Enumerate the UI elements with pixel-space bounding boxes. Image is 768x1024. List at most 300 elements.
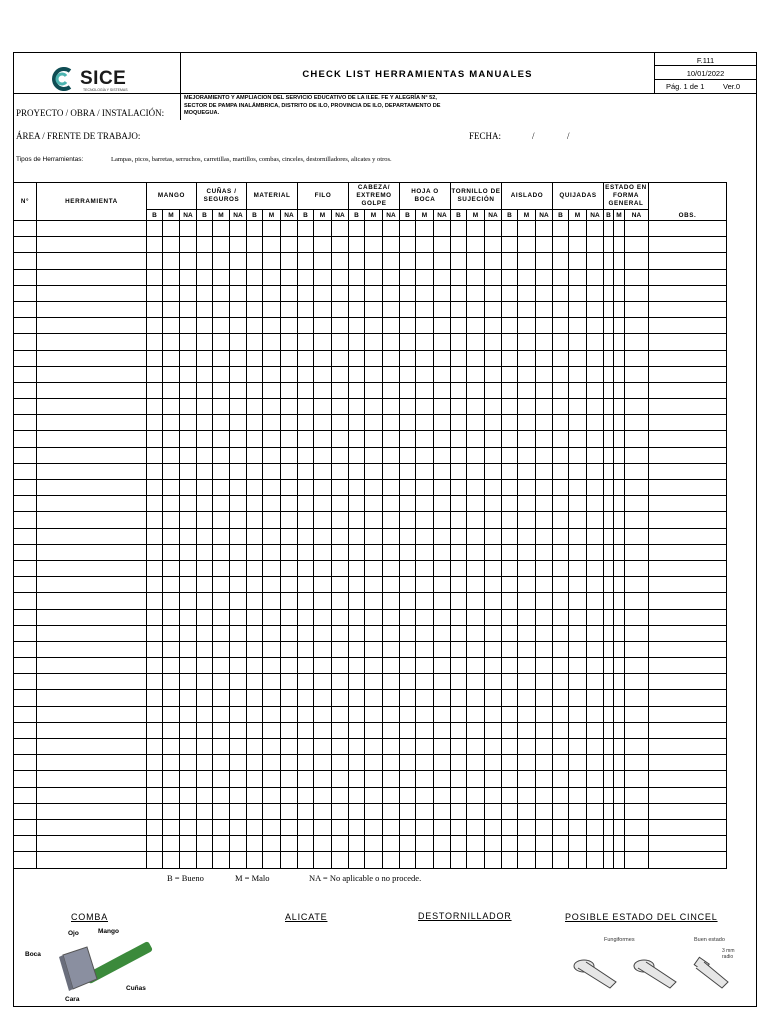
obs-cell[interactable] [649,269,727,285]
check-cell[interactable] [349,706,365,722]
check-cell[interactable] [281,221,298,237]
check-cell[interactable] [451,285,467,301]
check-cell[interactable] [467,301,485,317]
check-cell[interactable] [332,755,349,771]
check-cell[interactable] [485,852,502,868]
check-cell[interactable] [553,593,569,609]
check-cell[interactable] [467,722,485,738]
check-cell[interactable] [536,593,553,609]
row-number-cell[interactable] [14,285,37,301]
check-cell[interactable] [298,609,314,625]
check-cell[interactable] [587,787,604,803]
check-cell[interactable] [314,269,332,285]
check-cell[interactable] [365,690,383,706]
check-cell[interactable] [383,431,400,447]
check-cell[interactable] [230,706,247,722]
check-cell[interactable] [263,674,281,690]
check-cell[interactable] [587,512,604,528]
check-cell[interactable] [434,350,451,366]
check-cell[interactable] [536,803,553,819]
check-cell[interactable] [502,269,518,285]
check-cell[interactable] [332,625,349,641]
check-cell[interactable] [263,544,281,560]
check-cell[interactable] [180,690,197,706]
check-cell[interactable] [467,819,485,835]
check-cell[interactable] [314,285,332,301]
check-cell[interactable] [298,819,314,835]
check-cell[interactable] [536,722,553,738]
tool-name-cell[interactable] [37,285,147,301]
check-cell[interactable] [502,755,518,771]
check-cell[interactable] [263,609,281,625]
check-cell[interactable] [298,366,314,382]
check-cell[interactable] [518,836,536,852]
tool-name-cell[interactable] [37,544,147,560]
check-cell[interactable] [604,560,614,576]
check-cell[interactable] [614,836,625,852]
check-cell[interactable] [281,819,298,835]
check-cell[interactable] [400,803,416,819]
check-cell[interactable] [518,771,536,787]
check-cell[interactable] [625,285,649,301]
check-cell[interactable] [349,415,365,431]
tool-name-cell[interactable] [37,852,147,868]
check-cell[interactable] [614,221,625,237]
check-cell[interactable] [349,819,365,835]
check-cell[interactable] [451,787,467,803]
check-cell[interactable] [263,819,281,835]
check-cell[interactable] [518,787,536,803]
check-cell[interactable] [434,722,451,738]
check-cell[interactable] [569,593,587,609]
row-number-cell[interactable] [14,399,37,415]
check-cell[interactable] [518,755,536,771]
check-cell[interactable] [416,237,434,253]
check-cell[interactable] [163,787,180,803]
check-cell[interactable] [604,447,614,463]
check-cell[interactable] [451,253,467,269]
check-cell[interactable] [147,852,163,868]
check-cell[interactable] [213,609,230,625]
check-cell[interactable] [147,301,163,317]
check-cell[interactable] [298,560,314,576]
check-cell[interactable] [502,512,518,528]
check-cell[interactable] [416,318,434,334]
check-cell[interactable] [604,836,614,852]
check-cell[interactable] [400,350,416,366]
check-cell[interactable] [349,512,365,528]
check-cell[interactable] [180,609,197,625]
check-cell[interactable] [180,803,197,819]
check-cell[interactable] [230,415,247,431]
check-cell[interactable] [213,593,230,609]
check-cell[interactable] [263,285,281,301]
check-cell[interactable] [502,836,518,852]
check-cell[interactable] [281,755,298,771]
check-cell[interactable] [553,285,569,301]
check-cell[interactable] [163,221,180,237]
check-cell[interactable] [147,819,163,835]
check-cell[interactable] [263,593,281,609]
check-cell[interactable] [625,593,649,609]
check-cell[interactable] [163,528,180,544]
check-cell[interactable] [147,382,163,398]
check-cell[interactable] [298,237,314,253]
obs-cell[interactable] [649,399,727,415]
check-cell[interactable] [147,480,163,496]
check-cell[interactable] [467,852,485,868]
tool-name-cell[interactable] [37,334,147,350]
check-cell[interactable] [365,577,383,593]
check-cell[interactable] [553,334,569,350]
check-cell[interactable] [163,593,180,609]
check-cell[interactable] [614,447,625,463]
check-cell[interactable] [569,221,587,237]
check-cell[interactable] [332,269,349,285]
check-cell[interactable] [197,382,213,398]
check-cell[interactable] [197,285,213,301]
check-cell[interactable] [416,560,434,576]
check-cell[interactable] [247,399,263,415]
check-cell[interactable] [314,382,332,398]
check-cell[interactable] [434,399,451,415]
check-cell[interactable] [604,415,614,431]
check-cell[interactable] [349,285,365,301]
check-cell[interactable] [383,593,400,609]
check-cell[interactable] [332,560,349,576]
check-cell[interactable] [247,560,263,576]
check-cell[interactable] [247,674,263,690]
obs-cell[interactable] [649,431,727,447]
obs-cell[interactable] [649,609,727,625]
check-cell[interactable] [349,771,365,787]
check-cell[interactable] [536,609,553,625]
check-cell[interactable] [263,496,281,512]
tool-name-cell[interactable] [37,366,147,382]
check-cell[interactable] [281,658,298,674]
check-cell[interactable] [147,560,163,576]
check-cell[interactable] [502,447,518,463]
check-cell[interactable] [349,269,365,285]
check-cell[interactable] [625,803,649,819]
check-cell[interactable] [625,771,649,787]
check-cell[interactable] [604,463,614,479]
check-cell[interactable] [434,560,451,576]
check-cell[interactable] [281,609,298,625]
check-cell[interactable] [197,819,213,835]
check-cell[interactable] [332,512,349,528]
check-cell[interactable] [197,852,213,868]
check-cell[interactable] [213,447,230,463]
obs-cell[interactable] [649,221,727,237]
check-cell[interactable] [298,301,314,317]
check-cell[interactable] [247,447,263,463]
check-cell[interactable] [180,350,197,366]
check-cell[interactable] [502,528,518,544]
check-cell[interactable] [502,366,518,382]
check-cell[interactable] [263,318,281,334]
check-cell[interactable] [434,544,451,560]
check-cell[interactable] [298,690,314,706]
check-cell[interactable] [434,269,451,285]
check-cell[interactable] [467,221,485,237]
check-cell[interactable] [349,253,365,269]
check-cell[interactable] [281,787,298,803]
check-cell[interactable] [587,674,604,690]
check-cell[interactable] [614,641,625,657]
check-cell[interactable] [314,593,332,609]
check-cell[interactable] [502,593,518,609]
check-cell[interactable] [416,755,434,771]
check-cell[interactable] [569,852,587,868]
check-cell[interactable] [263,512,281,528]
check-cell[interactable] [451,690,467,706]
check-cell[interactable] [349,237,365,253]
row-number-cell[interactable] [14,771,37,787]
check-cell[interactable] [298,528,314,544]
check-cell[interactable] [553,512,569,528]
check-cell[interactable] [502,787,518,803]
check-cell[interactable] [569,285,587,301]
check-cell[interactable] [502,382,518,398]
check-cell[interactable] [604,852,614,868]
check-cell[interactable] [416,366,434,382]
check-cell[interactable] [400,253,416,269]
obs-cell[interactable] [649,625,727,641]
check-cell[interactable] [569,544,587,560]
check-cell[interactable] [180,399,197,415]
check-cell[interactable] [569,528,587,544]
check-cell[interactable] [383,658,400,674]
row-number-cell[interactable] [14,706,37,722]
check-cell[interactable] [536,496,553,512]
check-cell[interactable] [467,318,485,334]
check-cell[interactable] [553,447,569,463]
check-cell[interactable] [502,706,518,722]
check-cell[interactable] [383,560,400,576]
check-cell[interactable] [349,301,365,317]
check-cell[interactable] [485,350,502,366]
check-cell[interactable] [518,641,536,657]
check-cell[interactable] [614,512,625,528]
row-number-cell[interactable] [14,447,37,463]
check-cell[interactable] [332,771,349,787]
check-cell[interactable] [349,544,365,560]
check-cell[interactable] [298,739,314,755]
check-cell[interactable] [365,318,383,334]
check-cell[interactable] [230,350,247,366]
check-cell[interactable] [349,674,365,690]
check-cell[interactable] [536,431,553,447]
check-cell[interactable] [147,399,163,415]
check-cell[interactable] [587,253,604,269]
check-cell[interactable] [625,237,649,253]
check-cell[interactable] [197,739,213,755]
check-cell[interactable] [365,755,383,771]
check-cell[interactable] [163,285,180,301]
obs-cell[interactable] [649,512,727,528]
check-cell[interactable] [383,722,400,738]
check-cell[interactable] [230,253,247,269]
check-cell[interactable] [332,803,349,819]
tool-name-cell[interactable] [37,819,147,835]
check-cell[interactable] [569,625,587,641]
obs-cell[interactable] [649,560,727,576]
check-cell[interactable] [625,334,649,350]
check-cell[interactable] [625,706,649,722]
check-cell[interactable] [197,237,213,253]
check-cell[interactable] [197,722,213,738]
check-cell[interactable] [263,577,281,593]
check-cell[interactable] [614,544,625,560]
check-cell[interactable] [230,560,247,576]
check-cell[interactable] [400,641,416,657]
check-cell[interactable] [383,803,400,819]
check-cell[interactable] [213,431,230,447]
check-cell[interactable] [553,722,569,738]
check-cell[interactable] [365,528,383,544]
check-cell[interactable] [281,722,298,738]
check-cell[interactable] [298,399,314,415]
check-cell[interactable] [332,658,349,674]
check-cell[interactable] [230,836,247,852]
check-cell[interactable] [518,528,536,544]
check-cell[interactable] [230,431,247,447]
check-cell[interactable] [314,350,332,366]
obs-cell[interactable] [649,447,727,463]
check-cell[interactable] [147,593,163,609]
check-cell[interactable] [147,739,163,755]
check-cell[interactable] [163,609,180,625]
check-cell[interactable] [383,528,400,544]
check-cell[interactable] [332,609,349,625]
check-cell[interactable] [553,221,569,237]
check-cell[interactable] [163,836,180,852]
row-number-cell[interactable] [14,803,37,819]
check-cell[interactable] [400,382,416,398]
check-cell[interactable] [416,593,434,609]
check-cell[interactable] [247,706,263,722]
check-cell[interactable] [451,803,467,819]
check-cell[interactable] [502,803,518,819]
check-cell[interactable] [614,658,625,674]
check-cell[interactable] [502,658,518,674]
check-cell[interactable] [467,658,485,674]
check-cell[interactable] [383,350,400,366]
check-cell[interactable] [332,253,349,269]
check-cell[interactable] [263,755,281,771]
check-cell[interactable] [314,463,332,479]
check-cell[interactable] [467,237,485,253]
check-cell[interactable] [349,577,365,593]
check-cell[interactable] [281,447,298,463]
check-cell[interactable] [518,560,536,576]
check-cell[interactable] [197,593,213,609]
check-cell[interactable] [197,253,213,269]
check-cell[interactable] [625,382,649,398]
check-cell[interactable] [569,674,587,690]
check-cell[interactable] [614,560,625,576]
tool-name-cell[interactable] [37,512,147,528]
check-cell[interactable] [314,690,332,706]
check-cell[interactable] [587,625,604,641]
check-cell[interactable] [180,641,197,657]
row-number-cell[interactable] [14,301,37,317]
check-cell[interactable] [614,480,625,496]
check-cell[interactable] [332,480,349,496]
check-cell[interactable] [604,480,614,496]
check-cell[interactable] [518,593,536,609]
check-cell[interactable] [314,334,332,350]
check-cell[interactable] [587,836,604,852]
check-cell[interactable] [569,690,587,706]
check-cell[interactable] [365,641,383,657]
check-cell[interactable] [416,803,434,819]
check-cell[interactable] [451,463,467,479]
check-cell[interactable] [518,285,536,301]
check-cell[interactable] [587,221,604,237]
check-cell[interactable] [230,722,247,738]
check-cell[interactable] [197,496,213,512]
check-cell[interactable] [485,836,502,852]
tool-name-cell[interactable] [37,463,147,479]
check-cell[interactable] [247,722,263,738]
check-cell[interactable] [180,674,197,690]
check-cell[interactable] [230,528,247,544]
check-cell[interactable] [298,415,314,431]
check-cell[interactable] [502,641,518,657]
check-cell[interactable] [400,625,416,641]
check-cell[interactable] [332,237,349,253]
check-cell[interactable] [400,285,416,301]
check-cell[interactable] [230,674,247,690]
check-cell[interactable] [349,399,365,415]
check-cell[interactable] [230,334,247,350]
check-cell[interactable] [349,625,365,641]
check-cell[interactable] [230,658,247,674]
check-cell[interactable] [518,496,536,512]
check-cell[interactable] [163,301,180,317]
check-cell[interactable] [536,399,553,415]
tool-name-cell[interactable] [37,625,147,641]
check-cell[interactable] [230,447,247,463]
check-cell[interactable] [502,237,518,253]
check-cell[interactable] [604,771,614,787]
check-cell[interactable] [332,722,349,738]
check-cell[interactable] [502,318,518,334]
check-cell[interactable] [518,382,536,398]
check-cell[interactable] [416,382,434,398]
check-cell[interactable] [625,609,649,625]
check-cell[interactable] [314,819,332,835]
check-cell[interactable] [467,577,485,593]
check-cell[interactable] [485,528,502,544]
check-cell[interactable] [625,641,649,657]
check-cell[interactable] [213,253,230,269]
check-cell[interactable] [163,577,180,593]
check-cell[interactable] [416,447,434,463]
check-cell[interactable] [416,253,434,269]
check-cell[interactable] [625,852,649,868]
check-cell[interactable] [197,399,213,415]
check-cell[interactable] [518,301,536,317]
check-cell[interactable] [247,658,263,674]
check-cell[interactable] [281,301,298,317]
check-cell[interactable] [569,318,587,334]
check-cell[interactable] [383,819,400,835]
check-cell[interactable] [197,447,213,463]
check-cell[interactable] [451,447,467,463]
